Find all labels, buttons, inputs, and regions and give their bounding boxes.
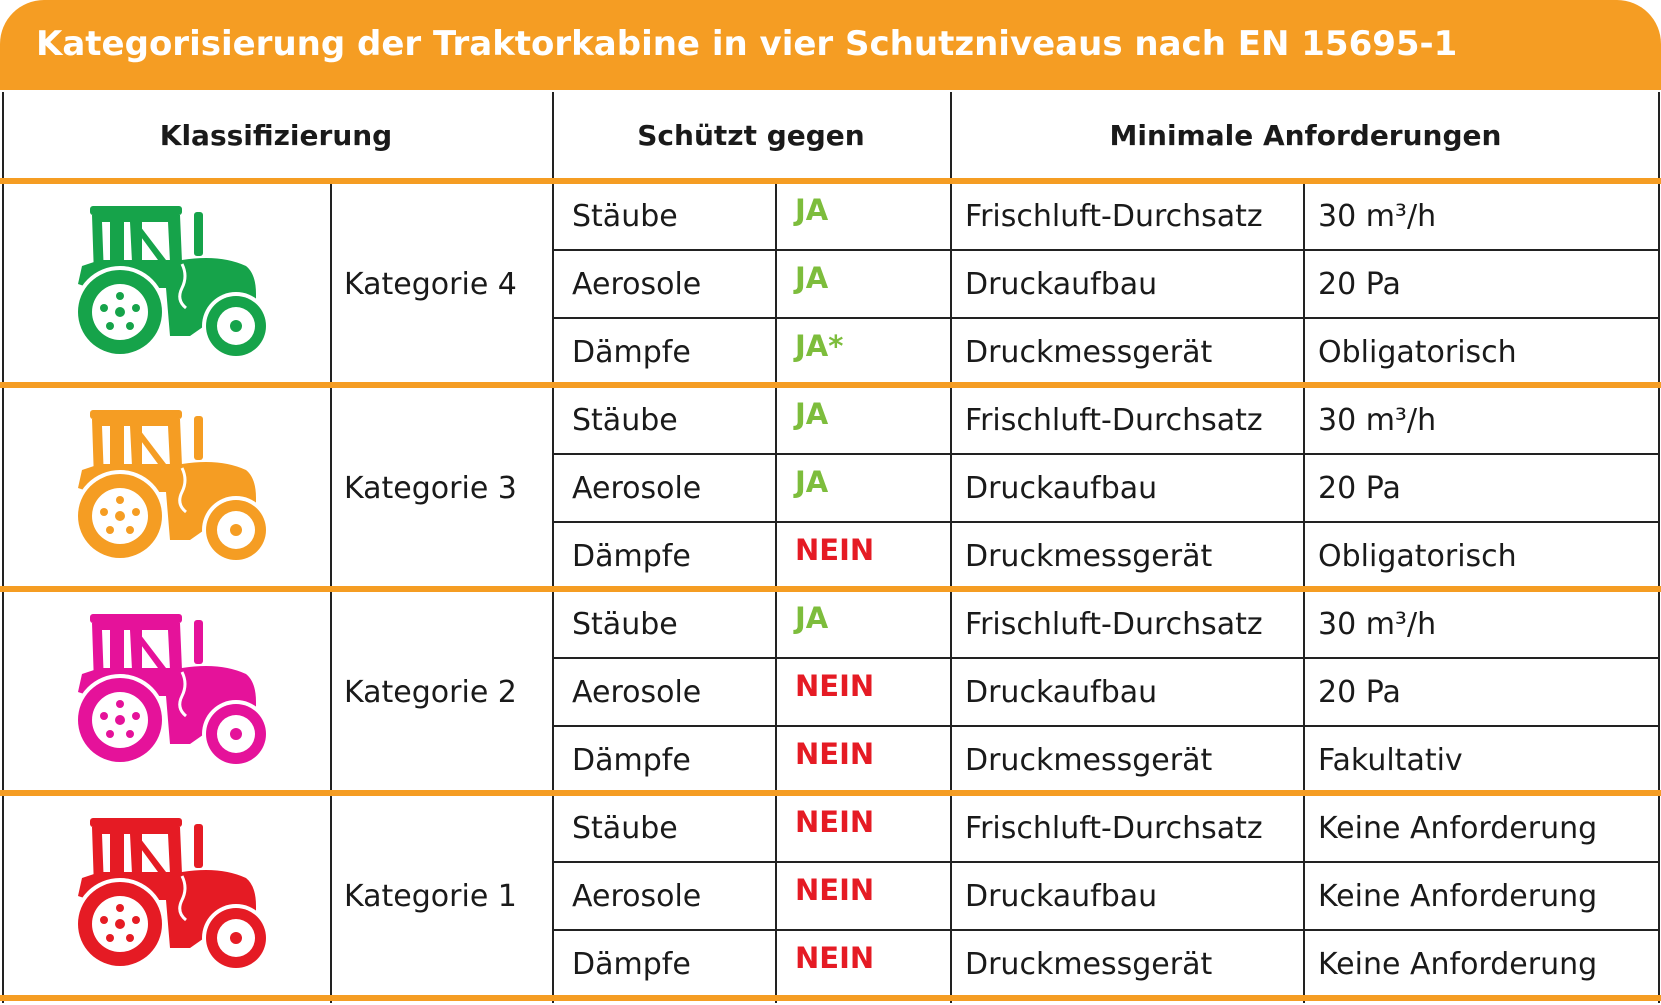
requirement-cell: Druckmessgerät xyxy=(965,334,1213,370)
column-divider xyxy=(775,182,777,1003)
header-protects-against: Schützt gegen xyxy=(637,118,865,152)
value-cell: 20 Pa xyxy=(1318,470,1401,506)
requirement-cell: Druckaufbau xyxy=(965,878,1158,914)
table-bottom-border xyxy=(0,995,1661,1001)
verdict-cell: NEIN xyxy=(795,533,875,567)
requirement-cell: Druckaufbau xyxy=(965,470,1158,506)
requirement-cell: Frischluft-Durchsatz xyxy=(965,810,1263,846)
requirement-cell: Frischluft-Durchsatz xyxy=(965,402,1263,438)
verdict-cell: NEIN xyxy=(795,805,875,839)
column-divider xyxy=(950,92,952,1003)
verdict-cell: JA xyxy=(795,397,829,431)
requirement-cell: Druckmessgerät xyxy=(965,946,1213,982)
value-cell: 30 m³/h xyxy=(1318,606,1437,642)
table-border-right xyxy=(1658,92,1660,1003)
tractor-icon xyxy=(70,612,280,772)
hazard-cell: Dämpfe xyxy=(572,334,691,370)
category-label: Kategorie 3 xyxy=(344,470,517,506)
requirement-cell: Druckaufbau xyxy=(965,674,1158,710)
value-cell: Keine Anforderung xyxy=(1318,878,1598,914)
category-label: Kategorie 1 xyxy=(344,878,517,914)
hazard-cell: Aerosole xyxy=(572,470,702,506)
verdict-cell: JA xyxy=(795,601,829,635)
hazard-cell: Aerosole xyxy=(572,878,702,914)
requirement-cell: Druckaufbau xyxy=(965,266,1158,302)
verdict-cell: JA xyxy=(795,465,829,499)
header-classification: Klassifizierung xyxy=(159,118,393,152)
table-border-left xyxy=(2,92,4,1003)
page-title: Kategorisierung der Traktorkabine in vier Schutzniveaus nach EN 15695-1 xyxy=(36,24,1458,64)
value-cell: 20 Pa xyxy=(1318,266,1401,302)
header-minimum-requirements: Minimale Anforderungen xyxy=(1109,118,1502,152)
hazard-cell: Dämpfe xyxy=(572,538,691,574)
verdict-cell: NEIN xyxy=(795,873,875,907)
hazard-cell: Dämpfe xyxy=(572,742,691,778)
tractor-icon xyxy=(70,816,280,976)
value-cell: 30 m³/h xyxy=(1318,402,1437,438)
value-cell: 20 Pa xyxy=(1318,674,1401,710)
column-divider xyxy=(1303,182,1305,1003)
hazard-cell: Stäube xyxy=(572,810,678,846)
category-label: Kategorie 2 xyxy=(344,674,517,710)
verdict-cell: NEIN xyxy=(795,737,875,771)
tractor-icon xyxy=(70,408,280,568)
value-cell: Fakultativ xyxy=(1318,742,1463,778)
hazard-cell: Stäube xyxy=(572,606,678,642)
value-cell: 30 m³/h xyxy=(1318,198,1437,234)
requirement-cell: Druckmessgerät xyxy=(965,538,1213,574)
verdict-cell: JA xyxy=(795,261,829,295)
hazard-cell: Stäube xyxy=(572,198,678,234)
hazard-cell: Aerosole xyxy=(572,266,702,302)
value-cell: Obligatorisch xyxy=(1318,334,1517,370)
value-cell: Obligatorisch xyxy=(1318,538,1517,574)
requirement-cell: Frischluft-Durchsatz xyxy=(965,198,1263,234)
hazard-cell: Dämpfe xyxy=(572,946,691,982)
verdict-cell: NEIN xyxy=(795,941,875,975)
value-cell: Keine Anforderung xyxy=(1318,810,1598,846)
requirement-cell: Druckmessgerät xyxy=(965,742,1213,778)
category-label: Kategorie 4 xyxy=(344,266,517,302)
hazard-cell: Stäube xyxy=(572,402,678,438)
tractor-icon xyxy=(70,204,280,364)
hazard-cell: Aerosole xyxy=(572,674,702,710)
verdict-cell: JA xyxy=(795,193,829,227)
value-cell: Keine Anforderung xyxy=(1318,946,1598,982)
verdict-cell: JA* xyxy=(795,329,844,363)
requirement-cell: Frischluft-Durchsatz xyxy=(965,606,1263,642)
verdict-cell: NEIN xyxy=(795,669,875,703)
